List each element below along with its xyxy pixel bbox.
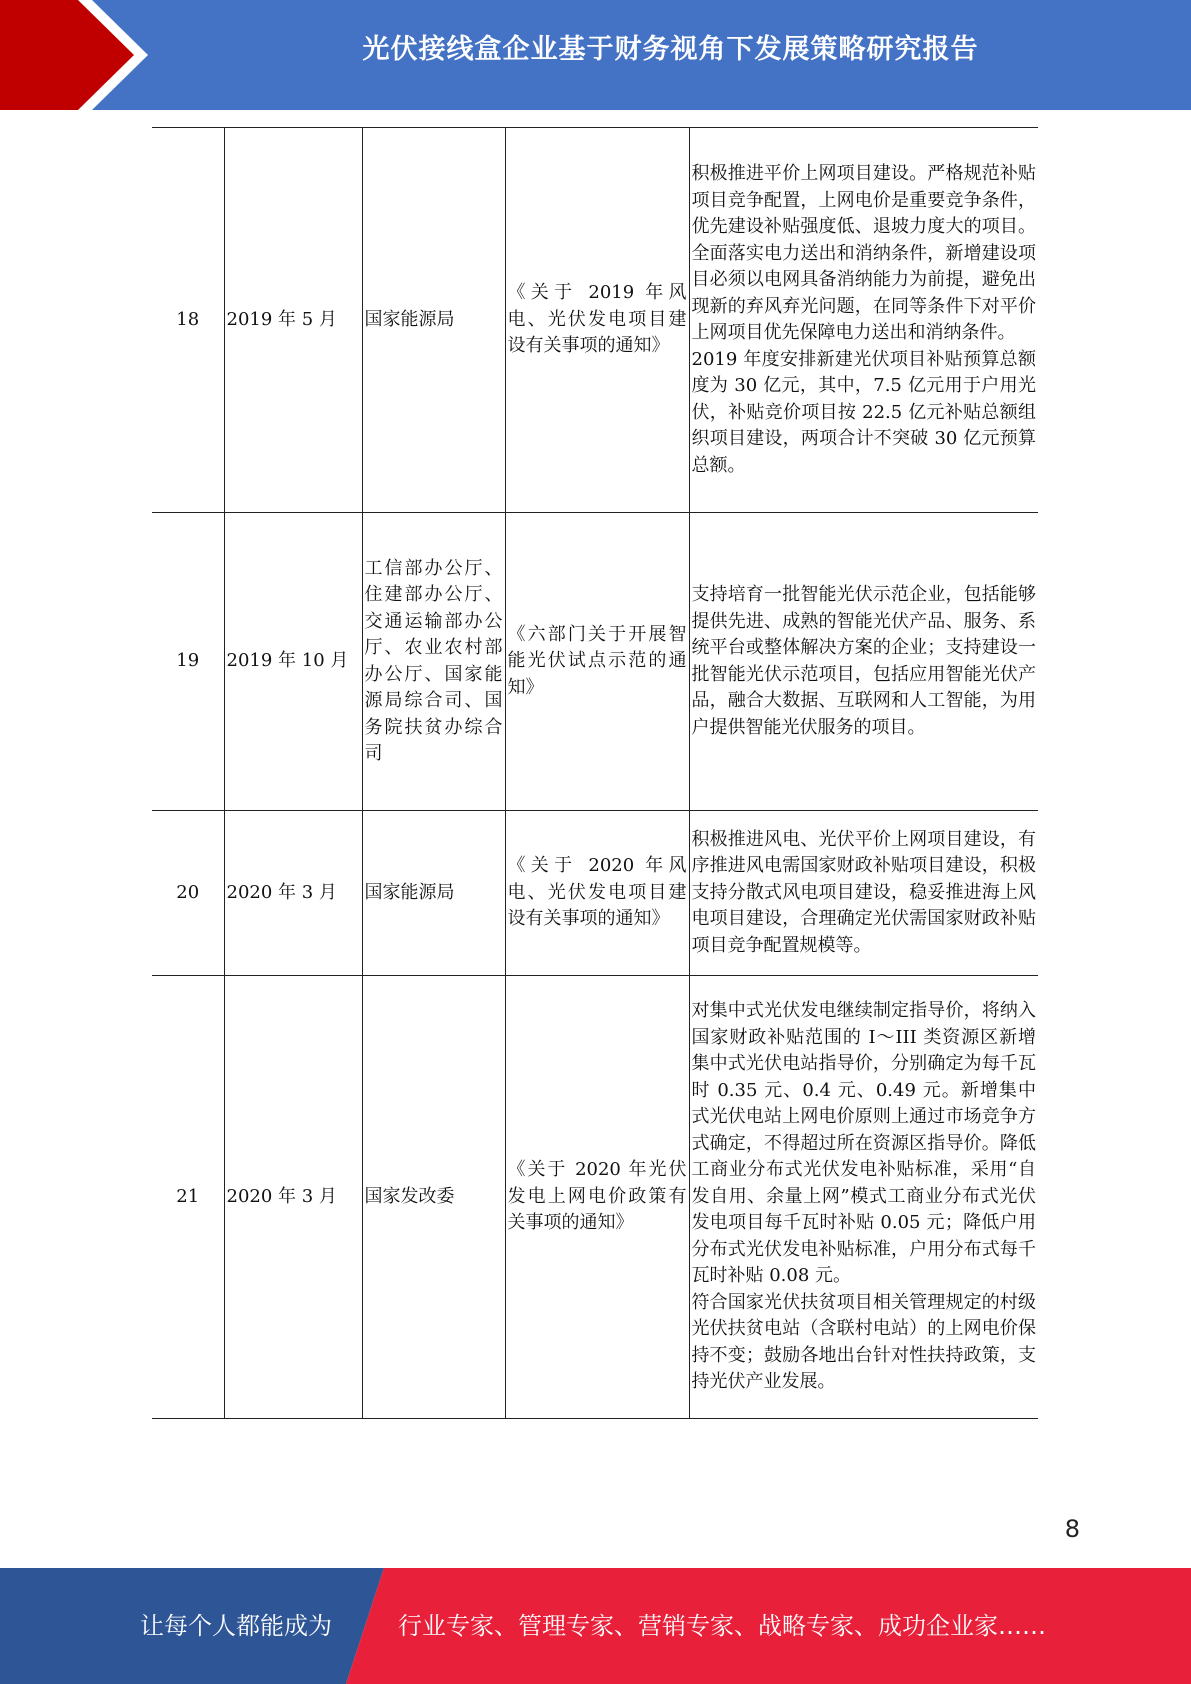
- footer-slogan-left: 让每个人都能成为: [140, 1612, 332, 1640]
- row-date: 2019 年 5 月: [224, 128, 362, 513]
- content-paragraph: 对集中式光伏发电继续制定指导价，将纳入国家财政补贴范围的 I～III 类资源区新增集中式光伏电站指导价，分别确定为每千瓦时 0.35 元、0.4 元、0.49 元。新增集中式光伏电站上网电价原则上通过市场竞争方式确定，不得超过所在资源区指导价。降低工商业分布式光伏发电补贴标准，采用“自发自用、余量上网”模式工商业分布式光伏发电项目每千瓦时补贴 0.05 元；降低户用分布式光伏发电补贴标准，户用分布式每千瓦时补贴 0.08 元。: [691, 1000, 1036, 1287]
- row-date: 2019 年 10 月: [224, 513, 362, 811]
- row-number: 19: [152, 513, 224, 811]
- row-document: 《关于 2020 年风电、光伏发电项目建设有关事项的通知》: [505, 811, 689, 976]
- content-paragraph: 积极推进风电、光伏平价上网项目建设，有序推进风电需国家财政补贴项目建设，积极支持分散式风电项目建设，稳妥推进海上风电项目建设，合理确定光伏需国家财政补贴项目竞争配置规模等。: [691, 828, 1036, 956]
- policy-table: [152, 127, 1038, 1419]
- row-date: 2020 年 3 月: [224, 976, 362, 1419]
- page-footer: [0, 1568, 1191, 1684]
- row-issuer: 工信部办公厅、住建部办公厅、交通运输部办公厅、农业农村部办公厅、国家能源局综合司、国务院扶贫办综合司: [362, 513, 505, 811]
- footer-slogan-right: 行业专家、管理专家、营销专家、战略专家、成功企业家……: [398, 1612, 1046, 1640]
- row-content: [689, 976, 1038, 1419]
- table-row: [152, 811, 1038, 976]
- row-document: 《六部门关于开展智能光伏试点示范的通知》: [505, 513, 689, 811]
- row-number: 20: [152, 811, 224, 976]
- row-issuer: 国家发改委: [362, 976, 505, 1419]
- content-paragraph: 2019 年度安排新建光伏项目补贴预算总额度为 30 亿元，其中，7.5 亿元用于户用光伏，补贴竞价项目按 22.5 亿元补贴总额组织项目建设，两项合计不突破 30 亿元预算总额。: [691, 348, 1036, 476]
- table-row: [152, 513, 1038, 811]
- row-content: [689, 513, 1038, 811]
- row-number: 21: [152, 976, 224, 1419]
- content-paragraph: 积极推进平价上网项目建设。严格规范补贴项目竞争配置，上网电价是重要竞争条件，优先建设补贴强度低、退坡力度大的项目。全面落实电力送出和消纳条件，新增建设项目必须以电网具备消纳能力为前提，避免出现新的弃风弃光问题，在同等条件下对平价上网项目优先保障电力送出和消纳条件。: [691, 163, 1036, 343]
- row-date: 2020 年 3 月: [224, 811, 362, 976]
- content-paragraph: 符合国家光伏扶贫项目相关管理规定的村级光伏扶贫电站（含联村电站）的上网电价保持不变；鼓励各地出台针对性扶持政策，支持光伏产业发展。: [691, 1291, 1036, 1393]
- table-row: [152, 128, 1038, 513]
- row-issuer: 国家能源局: [362, 811, 505, 976]
- content-paragraph: 支持培育一批智能光伏示范企业，包括能够提供先进、成熟的智能光伏产品、服务、系统平台或整体解决方案的企业；支持建设一批智能光伏示范项目，包括应用智能光伏产品，融合大数据、互联网和人工智能，为用户提供智能光伏服务的项目。: [691, 584, 1036, 738]
- page-header: [0, 0, 1191, 110]
- page-number: 8: [1064, 1515, 1080, 1543]
- row-document: 《关于 2020 年光伏发电上网电价政策有关事项的通知》: [505, 976, 689, 1419]
- row-document: 《关于 2019 年风电、光伏发电项目建设有关事项的通知》: [505, 128, 689, 513]
- row-number: 18: [152, 128, 224, 513]
- table-row: [152, 976, 1038, 1419]
- row-issuer: 国家能源局: [362, 128, 505, 513]
- row-content: [689, 128, 1038, 513]
- report-title: 光伏接线盒企业基于财务视角下发展策略研究报告: [362, 34, 979, 65]
- row-content: [689, 811, 1038, 976]
